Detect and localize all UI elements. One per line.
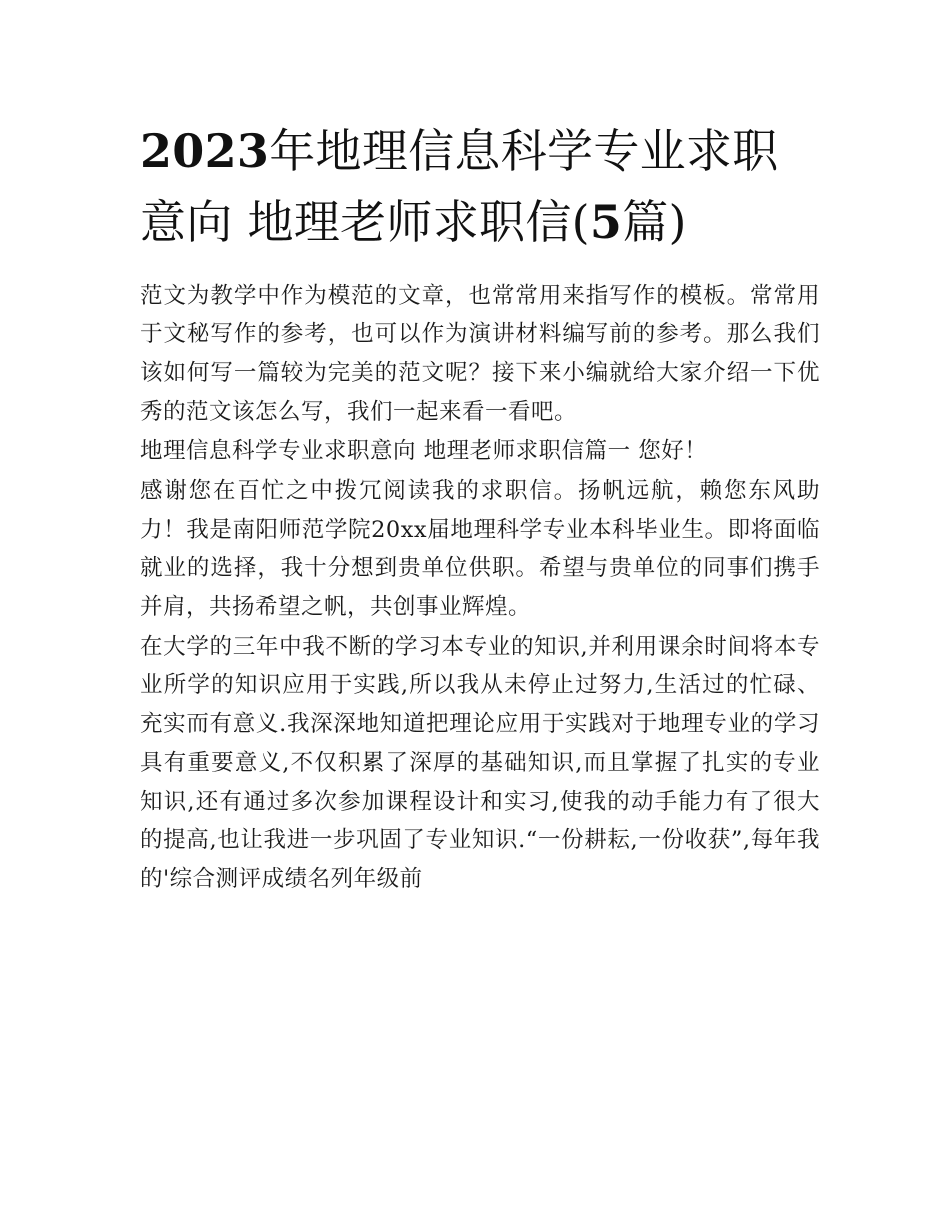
- title-year: 2023: [140, 124, 270, 178]
- title-count: 5: [589, 195, 623, 250]
- document-body: [140, 116, 820, 899]
- body-paragraph-2: 在大学的三年中我不断的学习本专业的知识,并利用课余时间将本专业所学的知识应用于实践,所以我从未停止过努力,生活过的忙碌、充实而有意义.我深深地知道把理论应用于实践对于地理专业的学习具有重要意义,不仅积累了深厚的基础知识,而且掌握了扎实的专业知识,还有通过多次参加课程设计和实习,使我的动手能力有了很大的提高,也让我进一步巩固了专业知识.“一份耕耘,一份收获”,每年我的'综合测评成绩名列年级前: [140, 633, 820, 892]
- title-main: 年地理信息科学专业求职意向 地理老师求职信(: [140, 124, 779, 250]
- section-heading-paragraph: 地理信息科学专业求职意向 地理老师求职信篇一 您好！: [140, 438, 708, 465]
- title-end: 篇): [622, 195, 687, 250]
- intro-paragraph: 范文为教学中作为模范的文章，也常常用来指写作的模板。常常用于文秘写作的参考，也可以作为演讲材料编写前的参考。那么我们该如何写一篇较为完美的范文呢？接下来小编就给大家介绍一下优秀的范文该怎么写，我们一起来看一看吧。: [140, 282, 820, 425]
- document-title: [140, 116, 820, 259]
- body-paragraph-1: 感谢您在百忙之中拨冗阅读我的求职信。扬帆远航，赖您东风助力！我是南阳师范学院20xx届地理科学专业本科毕业生。即将面临就业的选择，我十分想到贵单位供职。希望与贵单位的同事们携手并肩，共扬希望之帆，共创事业辉煌。: [140, 478, 820, 621]
